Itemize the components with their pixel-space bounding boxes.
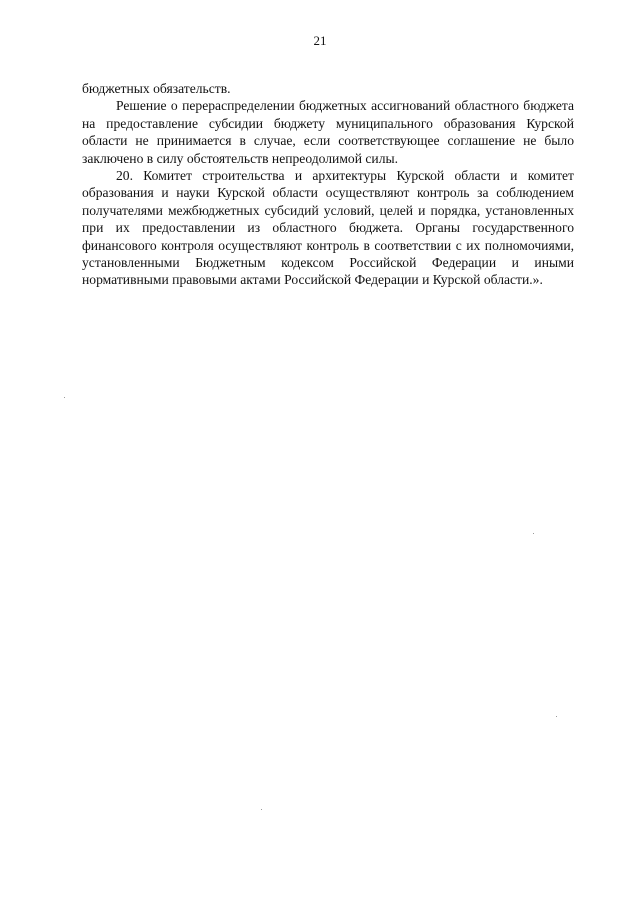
- paragraph-control-clause-20: 20. Комитет строительства и архитектуры Курской области и комитет образования и науки Курской области осуществляют контроль за соблюдением получателями межбюджетных субсидий условий, целей и порядка, установленных при их предоставлении из областного бюджета. Органы государственного финансового контроля осуществляют контроль в соответствии с их полномочиями, установленными Бюджетным кодексом Российской Федерации и иными нормативными правовыми актами Российской Федерации и Курской области.».: [82, 168, 574, 288]
- scan-speck: [533, 533, 534, 534]
- document-body: [82, 80, 574, 289]
- scan-speck: [556, 716, 557, 717]
- paragraph-continuation: бюджетных обязательств.: [82, 81, 231, 96]
- scan-speck: [64, 397, 65, 398]
- paragraph-redistribution-decision: Решение о перераспределении бюджетных ассигнований областного бюджета на предоставление субсидии бюджету муниципального образования Курской области не принимается в случае, если соответствующее соглашение не было заключено в силу обстоятельств непреодолимой силы.: [82, 98, 574, 166]
- page-number: 21: [313, 33, 327, 48]
- scan-speck: [261, 809, 262, 810]
